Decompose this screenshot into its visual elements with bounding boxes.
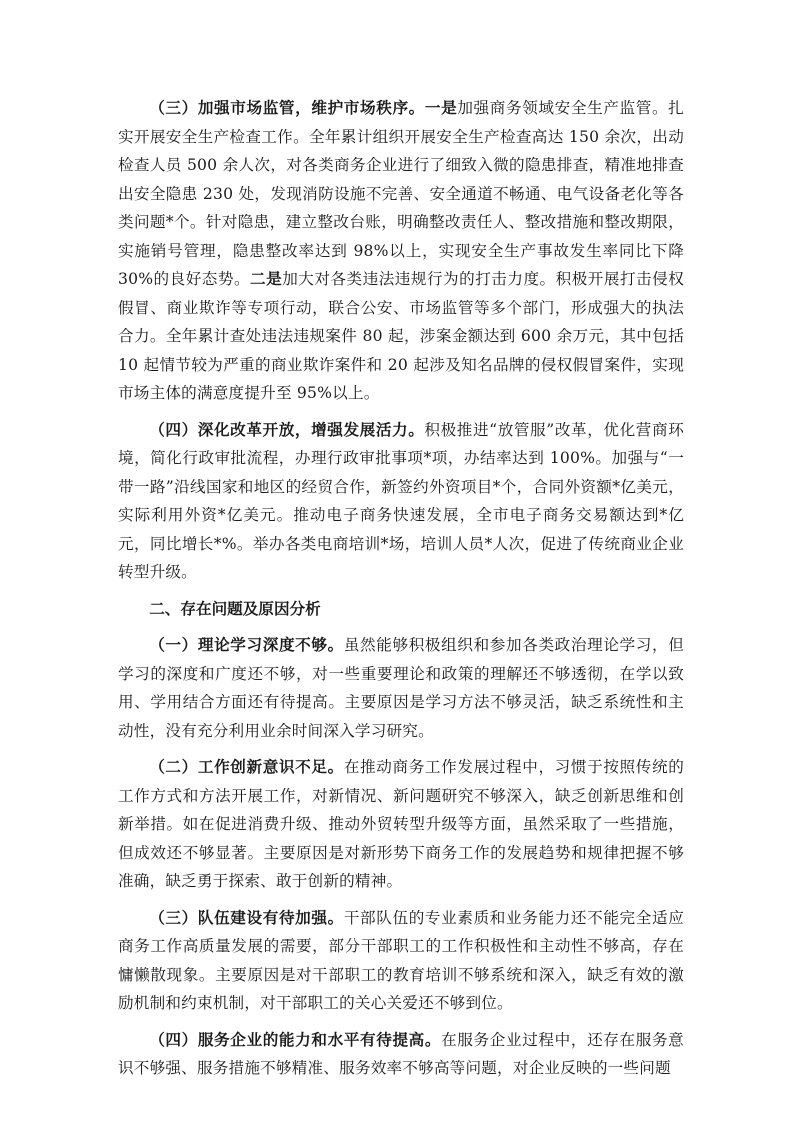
paragraph-text: 干部队伍的专业素质和业务能力还不能完全适应商务工作高质量发展的需要，部分干部职工的工作积极性和主动性不够高，存在慵懒散现象。主要原因是对干部职工的教育培训不够系统和深入，缺乏有效的激励机制和约束机制，对干部职工的关心关爱还不够到位。	[118, 908, 685, 1012]
paragraph-theory-study	[118, 631, 684, 745]
paragraph-lead: （三）队伍建设有待加强。	[149, 907, 344, 927]
bold-marker-first: 一是	[424, 98, 458, 117]
paragraph-text: 在推动商务工作发展过程中，习惯于按照传统的工作方式和方法开展工作，对新情况、新问题研究不够深入，缺乏创新思维和创新举措。如在促进消费升级、推动外贸转型升级等方面，虽然采取了一些措施，但成效还不够显著。主要原因是对新形势下商务工作的发展趋势和规律把握不够准确，缺乏勇于探索、敢于创新的精神。	[118, 758, 685, 890]
section-heading-problems: 二、存在问题及原因分析	[149, 598, 321, 618]
paragraph-lead: （四）服务企业的能力和水平有待提高。	[149, 1029, 442, 1049]
paragraph-enterprise-service	[118, 1026, 684, 1083]
paragraph-text: 加强商务领域安全生产监管。扎实开展安全生产检查工作。全年累计组织开展安全生产检查高达 150 余次，出动检查人员 500 余人次，对各类商务企业进行了细致入微的隐患排查，精准地排查出安全隐患 230 处，发现消防设施不完善、安全通道不畅通、电气设备老化等各类问题*个。针对隐患，建立整改台账，明确整改责任人、整改措施和整改期限，实施销号管理，隐患整改率达到 98%以上，实现安全生产事故发生率同比下降 30%的良好态势。	[118, 99, 684, 288]
paragraph-text: 在服务企业过程中，还存在服务意识不够强、服务措施不够精准、服务效率不够高等问题，对企业反映的一些问题	[118, 1030, 684, 1077]
paragraph-market-supervision	[118, 94, 684, 408]
paragraph-lead: （一）理论学习深度不够。	[149, 635, 344, 654]
paragraph-text: 加大对各类违法违规行为的打击力度。积极开展打击侵权假冒、商业欺诈等专项行动，联合公安、市场监管等多个部门，形成强大的执法合力。全年累计查处违法违规案件 80 起，涉案金额达到 600 余万元，其中包括 10 起情节较为严重的商业欺诈案件和 20 起涉及知名品牌的侵权假冒案件，实现市场主体的满意度提升至 95%以上。	[118, 270, 684, 402]
paragraph-text: 积极推进“放管服”改革，优化营商环境，简化行政审批流程，办理行政审批事项*项，办结率达到 100%。加强与“一带一路”沿线国家和地区的经贸合作，新签约外资项目*个，合同外资额*亿美元，实际利用外资*亿美元。推动电子商务快速发展，全市电子商务交易额达到*亿元，同比增长*%。举办各类电商培训*场，培训人员*人次，促进了传统商业企业转型升级。	[118, 420, 684, 581]
paragraph-innovation	[118, 753, 684, 896]
paragraph-lead: （三）加强市场监管，维护市场秩序。	[149, 98, 425, 117]
document-page	[118, 94, 684, 1091]
paragraph-lead: （四）深化改革开放，增强发展活力。	[149, 419, 425, 439]
paragraph-text: 虽然能够积极组织和参加各类政治理论学习，但学习的深度和广度还不够，对一些重要理论和政策的理解还不够透彻，在学以致用、学用结合方面还有待提高。主要原因是学习方法不够灵活，缺乏系统性和主动性，没有充分利用业余时间深入学习研究。	[118, 636, 685, 740]
paragraph-reform-opening	[118, 416, 684, 587]
paragraph-lead: （二）工作创新意识不足。	[149, 757, 344, 776]
paragraph-team-building	[118, 904, 684, 1018]
bold-marker-second: 二是	[250, 269, 283, 288]
